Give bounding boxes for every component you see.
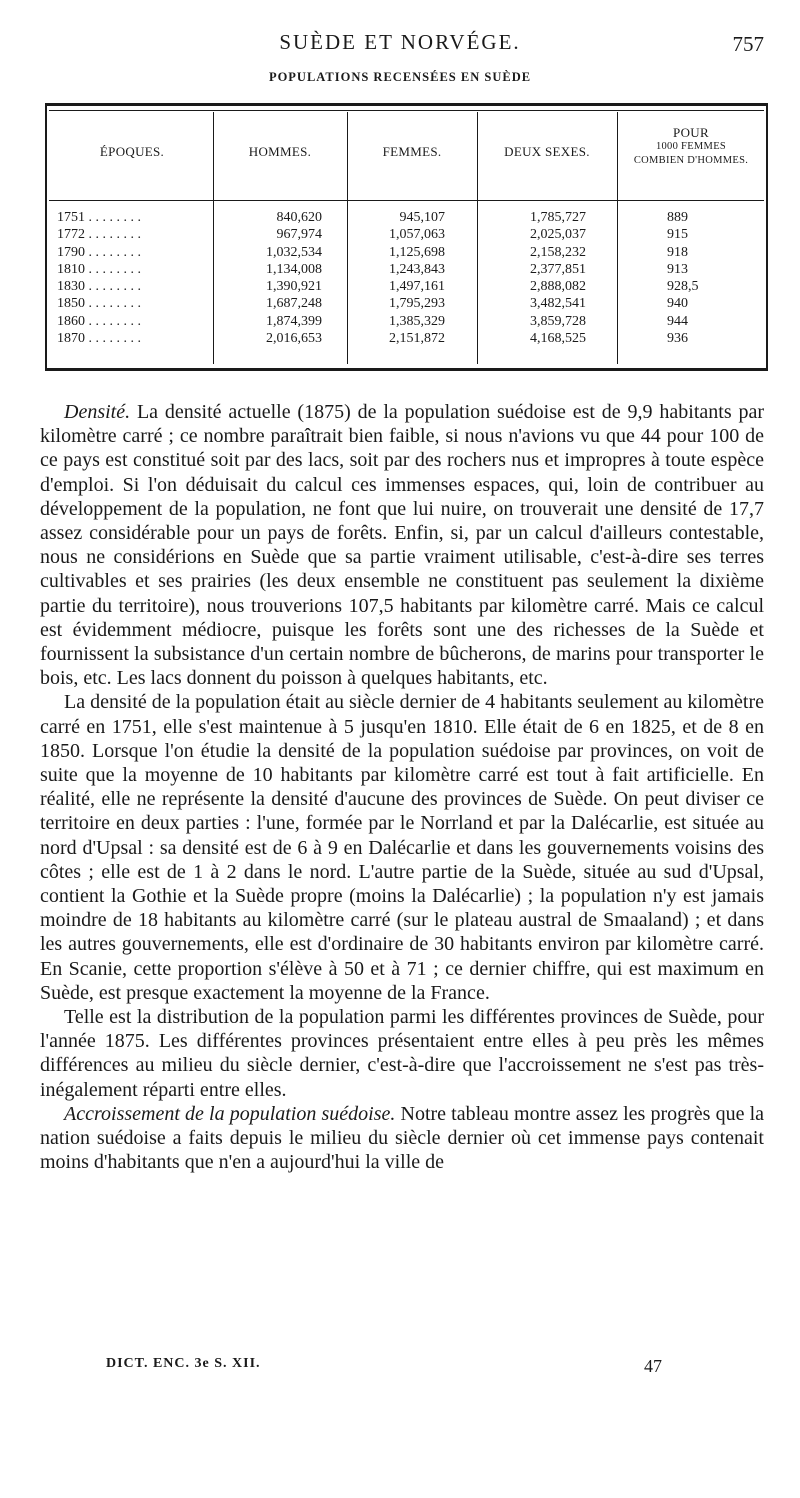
- paragraph: La densité de la population était au siècle dernier de 4 habitants seulement au kilomètre carré en 1751, elle s'est maintenue à 5 jusqu'en 1810. Elle était de 6 en 1825, et de 8 en 1850. Lorsque l'on étudie la densité de la population suédoise par provinces, on voit de suite que la moyenne de 10 habitants par kilomètre carré est tout à fait artificielle. En réalité, elle ne représente la densité d'aucune des provinces de Suède. On peut diviser ce territoire en deux parties : l'une, formée par le Norrland et par la Dalécarlie, est située au nord d'Upsal : sa densité est de 6 à 9 en Dalécarlie et dans les gouvernements voisins des côtes ; elle est de 1 à 2 dans le nord. L'autre partie de la Suède, située au sud d'Upsal, contient la Gothie et la Suède propre (moins la Dalécarlie) ; la population n'y est jamais moindre de 18 habitants au kilomètre carré (sur le plateau austral de Smaaland) ; et dans les autres gouvernements, elle est d'ordinaire de 30 habitants environ par kilomètre carré. En Scanie, cette proportion s'élève à 50 et à 71 ; ce dernier chiffre, qui est maximum en Suède, est presque exactement la moyenne de la France.: [40, 691, 764, 1004]
- cell-year: 1772 . . . . . . . .: [57, 227, 141, 243]
- cell-ratio: 918: [667, 244, 688, 260]
- running-title: SUÈDE ET NORVÉGE.: [279, 30, 521, 54]
- cell-ratio: 913: [667, 261, 688, 277]
- cell-femmes: 1,057,063: [389, 227, 445, 243]
- paragraph-lead: Densité.: [64, 401, 131, 423]
- table-row: [47, 330, 766, 347]
- table-row: [47, 313, 766, 330]
- cell-year: 1790 . . . . . . . .: [57, 244, 141, 260]
- cell-hommes: 2,016,653: [266, 331, 322, 347]
- paragraph: Telle est la distribution de la population parmi les différentes provinces de Suède, pour l'année 1875. Les différentes provinces présentaient entre elles à peu près les mêmes différences au milieu du siècle dernier, c'est-à-dire que l'accroissement ne s'est pas très-inégalement réparti entre elles.: [40, 1006, 764, 1101]
- cell-femmes: 1,497,161: [389, 279, 445, 295]
- cell-year: 1870 . . . . . . . .: [57, 331, 141, 347]
- cell-deux-sexes: 2,158,232: [530, 244, 586, 260]
- header-rule: [49, 200, 764, 201]
- cell-ratio: 928,5: [667, 279, 699, 295]
- cell-ratio: 889: [667, 210, 688, 225]
- paragraph-densite: [40, 400, 764, 690]
- cell-year: 1860 . . . . . . . .: [57, 313, 141, 329]
- cell-hommes: 1,134,008: [266, 261, 322, 277]
- footer-signature: DICT. ENC. 3e S. XII.: [106, 1356, 261, 1371]
- cell-year: 1810 . . . . . . . .: [57, 261, 141, 277]
- body-text: [40, 400, 764, 1175]
- cell-deux-sexes: 2,377,851: [530, 261, 586, 277]
- cell-deux-sexes: 3,482,541: [530, 296, 586, 312]
- table-row: [47, 226, 766, 243]
- cell-hommes: 1,032,534: [266, 244, 322, 260]
- col-header-ratio: [621, 126, 761, 168]
- paragraph-lead: Accroissement de la population suédoise.: [64, 1102, 396, 1125]
- table-body: [47, 209, 766, 347]
- table-row: [47, 295, 766, 312]
- page-number: 757: [732, 32, 764, 56]
- col-header-deux-sexes: DEUX SEXES.: [504, 144, 590, 159]
- cell-femmes: 1,795,293: [389, 296, 445, 312]
- cell-femmes: 2,151,872: [389, 331, 445, 347]
- cell-femmes: 945,107: [399, 210, 445, 225]
- cell-deux-sexes: 2,888,082: [530, 279, 586, 295]
- cell-deux-sexes: 4,168,525: [530, 331, 586, 347]
- table-top-rule: [49, 110, 764, 111]
- cell-hommes: 1,874,399: [266, 313, 322, 329]
- ratio-header-line2: 1000 FEMMES: [655, 141, 727, 152]
- sheet-number: 47: [644, 1356, 662, 1376]
- cell-ratio: 944: [667, 313, 688, 329]
- paragraph-text: La densité actuelle (1875) de la population suédoise est de 9,9 habitants par kilomètre carré ; ce nombre paraîtrait bien faible, si nous n'avions vu que 44 pour 100 de ce pays est constitué soit par des lacs, soit par des rochers nus et impropres à toute espèce d'emploi. Si l'on déduisait du calcul ces immenses espaces, qui, loin de contribuer au développement de la population, ne font que lui nuire, on trouverait une densité de 17,7 assez considérable pour un pays de forêts. Enfin, si, par un calcul d'ailleurs contestable, nous ne considérions en Suède que sa partie vraiment utilisable, c'est-à-dire ses terres cultivables et ses prairies (les deux ensemble ne constituent pas seulement la dixième partie du territoire), nous trouverions 107,5 habitants par kilomètre carré. Mais ce calcul est évidemment médiocre, puisque les forêts sont une des richesses de la Suède et fournissent la subsistance d'un certain nombre de bûcherons, de marins pour transporter le bois, etc. Les lacs donnent du poisson à quelques habitants, etc.: [40, 401, 764, 690]
- cell-deux-sexes: 3,859,728: [530, 313, 586, 329]
- cell-ratio: 940: [667, 296, 688, 312]
- ratio-header-line3: COMBIEN D'HOMMES.: [633, 155, 749, 166]
- cell-year: 1850 . . . . . . . .: [57, 296, 141, 312]
- cell-hommes: 967,974: [276, 227, 322, 243]
- table-row: [47, 244, 766, 261]
- cell-year: 1751 . . . . . . . .: [57, 210, 141, 225]
- cell-hommes: 1,390,921: [266, 279, 322, 295]
- cell-femmes: 1,385,329: [389, 313, 445, 329]
- col-header-epoques: ÉPOQUES.: [99, 144, 165, 159]
- cell-femmes: 1,243,843: [389, 261, 445, 277]
- table-row: [47, 261, 766, 278]
- cell-hommes: 840,620: [276, 210, 322, 225]
- cell-femmes: 1,125,698: [389, 244, 445, 260]
- col-header-hommes: HOMMES.: [248, 144, 312, 159]
- paragraph-text: Notre tableau montre assez les progrès que la nation suédoise a faits depuis le milieu du siècle dernier où cet immense pays contenait moins d'habitants que n'en a aujourd'hui la ville de: [40, 1102, 765, 1174]
- cell-deux-sexes: 1,785,727: [530, 210, 586, 225]
- table-title: POPULATIONS RECENSÉES EN SUÈDE: [268, 70, 532, 84]
- cell-deux-sexes: 2,025,037: [530, 227, 586, 243]
- cell-ratio: 936: [667, 331, 688, 347]
- page-header: [0, 30, 800, 60]
- table-row: [47, 209, 766, 226]
- cell-year: 1830 . . . . . . . .: [57, 279, 141, 295]
- ratio-header-line1: POUR: [673, 125, 709, 140]
- cell-hommes: 1,687,248: [266, 296, 322, 312]
- population-table: [45, 103, 768, 371]
- paragraph-accroissement: [40, 1102, 764, 1175]
- cell-ratio: 915: [667, 227, 688, 243]
- col-header-femmes: FEMMES.: [382, 144, 442, 159]
- page-footer: [0, 1356, 800, 1380]
- table-row: [47, 278, 766, 295]
